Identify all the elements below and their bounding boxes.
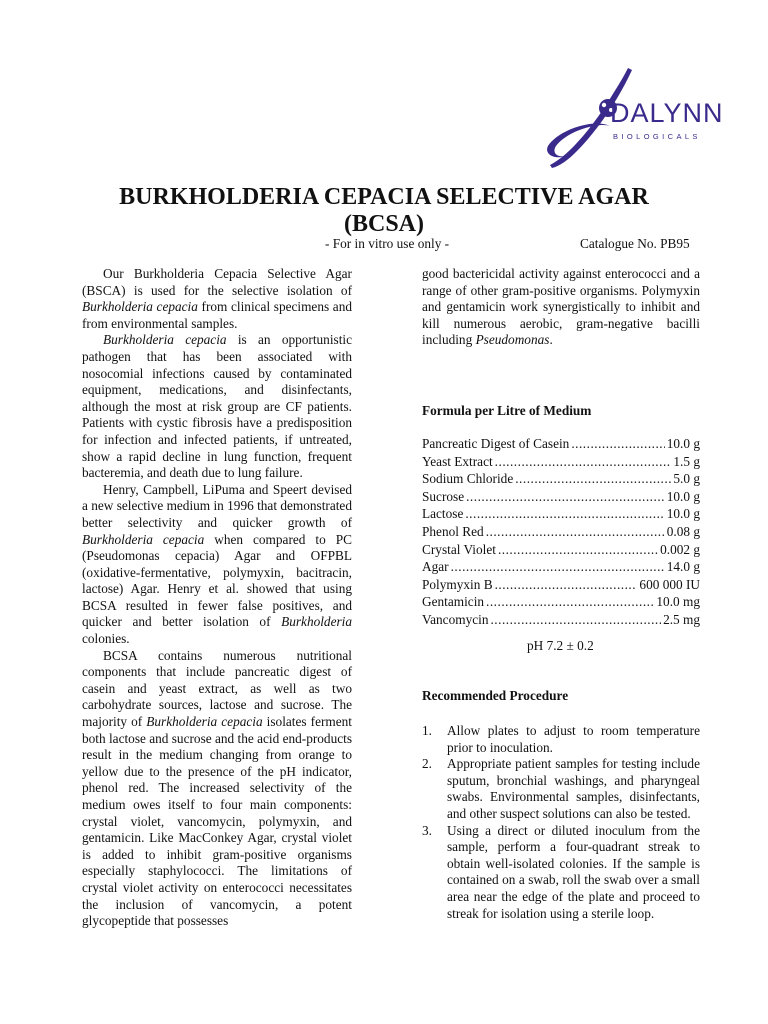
formula-row: Lactose ..... 10.0 g [422, 506, 700, 524]
procedure-step: 1. Allow plates to adjust to room temperature prior to inoculation. [422, 723, 700, 755]
logo-tagline: BIOLOGICALS [613, 132, 701, 141]
catalogue-number: Catalogue No. PB95 [580, 236, 690, 251]
document-title-abbrev: (BCSA) [343, 211, 424, 237]
formula-row: Phenol Red ..... 0.08 g [422, 524, 700, 542]
right-column [422, 266, 700, 921]
formula-row: Polymyxin B ..... 600 000 IU [422, 577, 700, 595]
formula-row: Pancreatic Digest of Casein ..... 10.0 g [422, 436, 700, 454]
formula-row: Agar ..... 14.0 g [422, 559, 700, 577]
document-title: BURKHOLDERIA CEPACIA SELECTIVE AGAR [119, 184, 649, 210]
pathogen-paragraph: Burkholderia cepacia is an opportunistic pathogen that has been associated with nosocomial infections caused by contaminated equipment, medications, and disinfectants, although the most at risk group are CF patients. Patients with cystic fibrosis have a predisposition for infection and infected patients, if untreated, show a rapid decline in lung function, frequent bacteremia, and death due to lung failure. [82, 332, 352, 481]
formula-list [422, 436, 700, 630]
usage-note: - For in vitro use only - [325, 236, 450, 251]
formula-row: Yeast Extract ..... 1.5 g [422, 454, 700, 472]
history-paragraph: Henry, Campbell, LiPuma and Speert devised a new selective medium in 1996 that demonstrated better selectivity and quicker growth of Burkholderia cepacia when compared to PC (Pseudomonas cepacia) Agar and OFPBL (oxidative-fermentative, polymyxin, bacitracin, lactose) Agar. Henry et al. showed that using BCSA resulted in fewer false positives, and quicker and better isolation of Burkholderia colonies. [82, 481, 352, 647]
procedure-step: 2. Appropriate patient samples for testing include sputum, bronchial washings, and pharyngeal swabs. Environmental samples, disinfectants, and other suspect solutions can also be tested. [422, 756, 700, 821]
procedure-step: 3. Using a direct or diluted inoculum from the sample, perform a four-quadrant streak to obtain well-isolated colonies. If the sample is contained on a swab, roll the swab over a small area near the edge of the plate and proceed to streak for isolation using a sterile loop. [422, 822, 700, 921]
formula-row: Sucrose ..... 10.0 g [422, 489, 700, 507]
continuation-paragraph: good bactericidal activity against enterococci and a range of other gram-positive organisms. Polymyxin and gentamicin work synergistically to inhibit and kill numerous aerobic, gram-negative bacilli including Pseudomonas. [422, 266, 700, 348]
formula-heading: Formula per Litre of Medium [422, 403, 592, 418]
formula-row: Crystal Violet ..... 0.002 g [422, 542, 700, 560]
procedure-list [422, 723, 700, 922]
formula-row: Sodium Chloride ..... 5.0 g [422, 471, 700, 489]
dalynn-logo [538, 68, 724, 180]
formula-row: Gentamicin ..... 10.0 mg [422, 594, 700, 612]
formula-row: Vancomycin ..... 2.5 mg [422, 612, 700, 630]
procedure-heading: Recommended Procedure [422, 688, 569, 703]
composition-paragraph: BCSA contains numerous nutritional components that include pancreatic digest of casein and yeast extract, as well as two carbohydrate sources, lactose and sucrose. The majority of Burkholderia cepacia isolates ferment both lactose and sucrose and the acid end-products result in the medium changing from orange to yellow due to the presence of the pH indicator, phenol red. The increased selectivity of the medium owes itself to four main components: crystal violet, vancomycin, polymyxin, and gentamicin. Like MacConkey Agar, crystal violet is added to inhibit gram-positive organisms especially staphylococci. The limitations of crystal violet activity on enterococci necessitates the inclusion of vancomycin, a potent glycopeptide that possesses [82, 647, 352, 929]
left-column [82, 266, 352, 930]
logo-brand-text: DALYNN [610, 98, 724, 128]
ph-value: pH 7.2 ± 0.2 [527, 638, 594, 653]
intro-paragraph: Our Burkholderia Cepacia Selective Agar (BSCA) is used for the selective isolation of Burkholderia cepacia from clinical specimens and from environmental samples. [82, 266, 352, 331]
